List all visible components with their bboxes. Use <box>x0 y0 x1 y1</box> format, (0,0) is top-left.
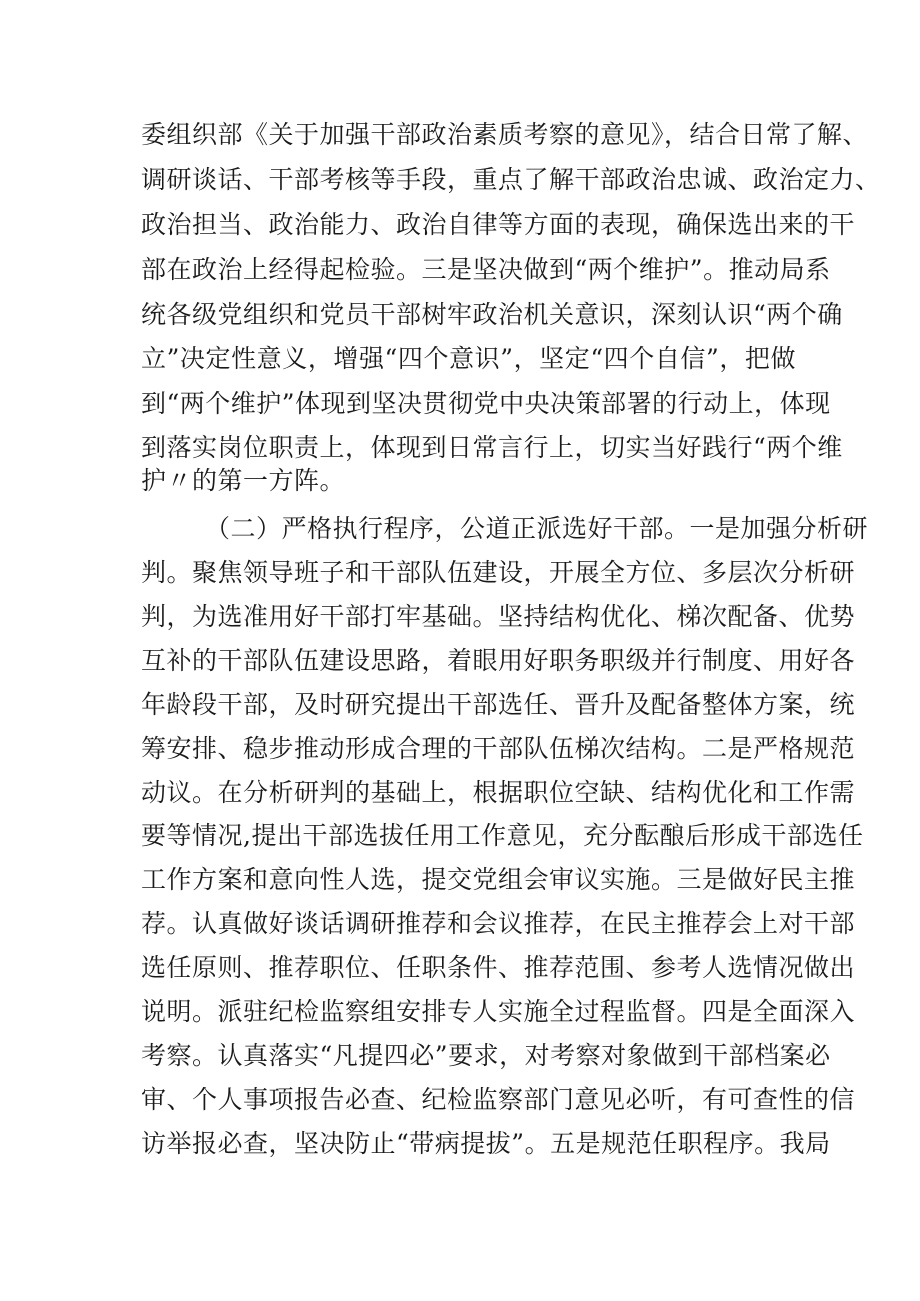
text-line: 部在政治上经得起检验。三是坚决做到“两个维护”。推动局系 <box>141 255 831 284</box>
text-line: 访举报必查，坚决防止“带病提拔”。五是规范任职程序。我局 <box>141 1129 831 1158</box>
text-line: 立”决定性意义，增强“四个意识”，坚定“四个自信”，把做 <box>141 344 796 373</box>
text-line: 判，为选准用好干部打牢基础。坚持结构优化、梯次配备、优势 <box>141 602 856 631</box>
text-line: （二）严格执行程序，公道正派选好干部。一是加强分析研 <box>205 514 869 543</box>
text-line: 到落实岗位职责上，体现到日常言行上，切实当好践行“两个维 <box>141 433 843 462</box>
text-line: 筹安排、稳步推动形成合理的干部队伍梯次结构。二是严格规范 <box>141 734 856 763</box>
text-line: 到“两个维护”体现到坚决贯彻党中央决策部署的行动上，体现 <box>141 389 831 418</box>
text-line: 工作方案和意向性人选，提交党组会审议实施。三是做好民主推 <box>141 865 856 894</box>
text-line: 调研谈话、干部考核等手段，重点了解干部政治忠诚、政治定力、 <box>141 165 881 194</box>
text-line: 选任原则、推荐职位、任职条件、推荐范围、参考人选情况做出 <box>141 953 856 982</box>
text-line: 年龄段干部，及时研究提出干部选任、晋升及配备整体方案，统 <box>141 690 856 719</box>
text-line: 动议。在分析研判的基础上，根据职位空缺、结构优化和工作需 <box>141 778 856 807</box>
text-line: 审、个人事项报告必查、纪检监察部门意见必听，有可查性的信 <box>141 1085 856 1114</box>
text-line: 委组织部《关于加强干部政治素质考察的意见》，结合日常了解、 <box>141 120 869 149</box>
text-line: 统各级党组织和党员干部树牢政治机关意识，深刻认识“两个确 <box>141 300 843 329</box>
text-line: 荐。认真做好谈话调研推荐和会议推荐，在民主推荐会上对干部 <box>141 909 856 938</box>
text-line: 互补的干部队伍建设思路，着眼用好职务职级并行制度、用好各 <box>141 646 856 675</box>
text-line: 护〃的第一方阵。 <box>141 466 346 495</box>
text-line: 政治担当、政治能力、政治自律等方面的表现，确保选出来的干 <box>141 210 856 239</box>
text-line: 要等情况,提出干部选拔任用工作意见，充分酝酿后形成干部选任 <box>141 821 864 850</box>
text-line: 考察。认真落实“凡提四必”要求，对考察对象做到干部档案必 <box>141 1041 831 1070</box>
text-line: 说明。派驻纪检监察组安排专人实施全过程监督。四是全面深入 <box>141 997 856 1026</box>
text-line: 判。聚焦领导班子和干部队伍建设，开展全方位、多层次分析研 <box>141 558 856 587</box>
